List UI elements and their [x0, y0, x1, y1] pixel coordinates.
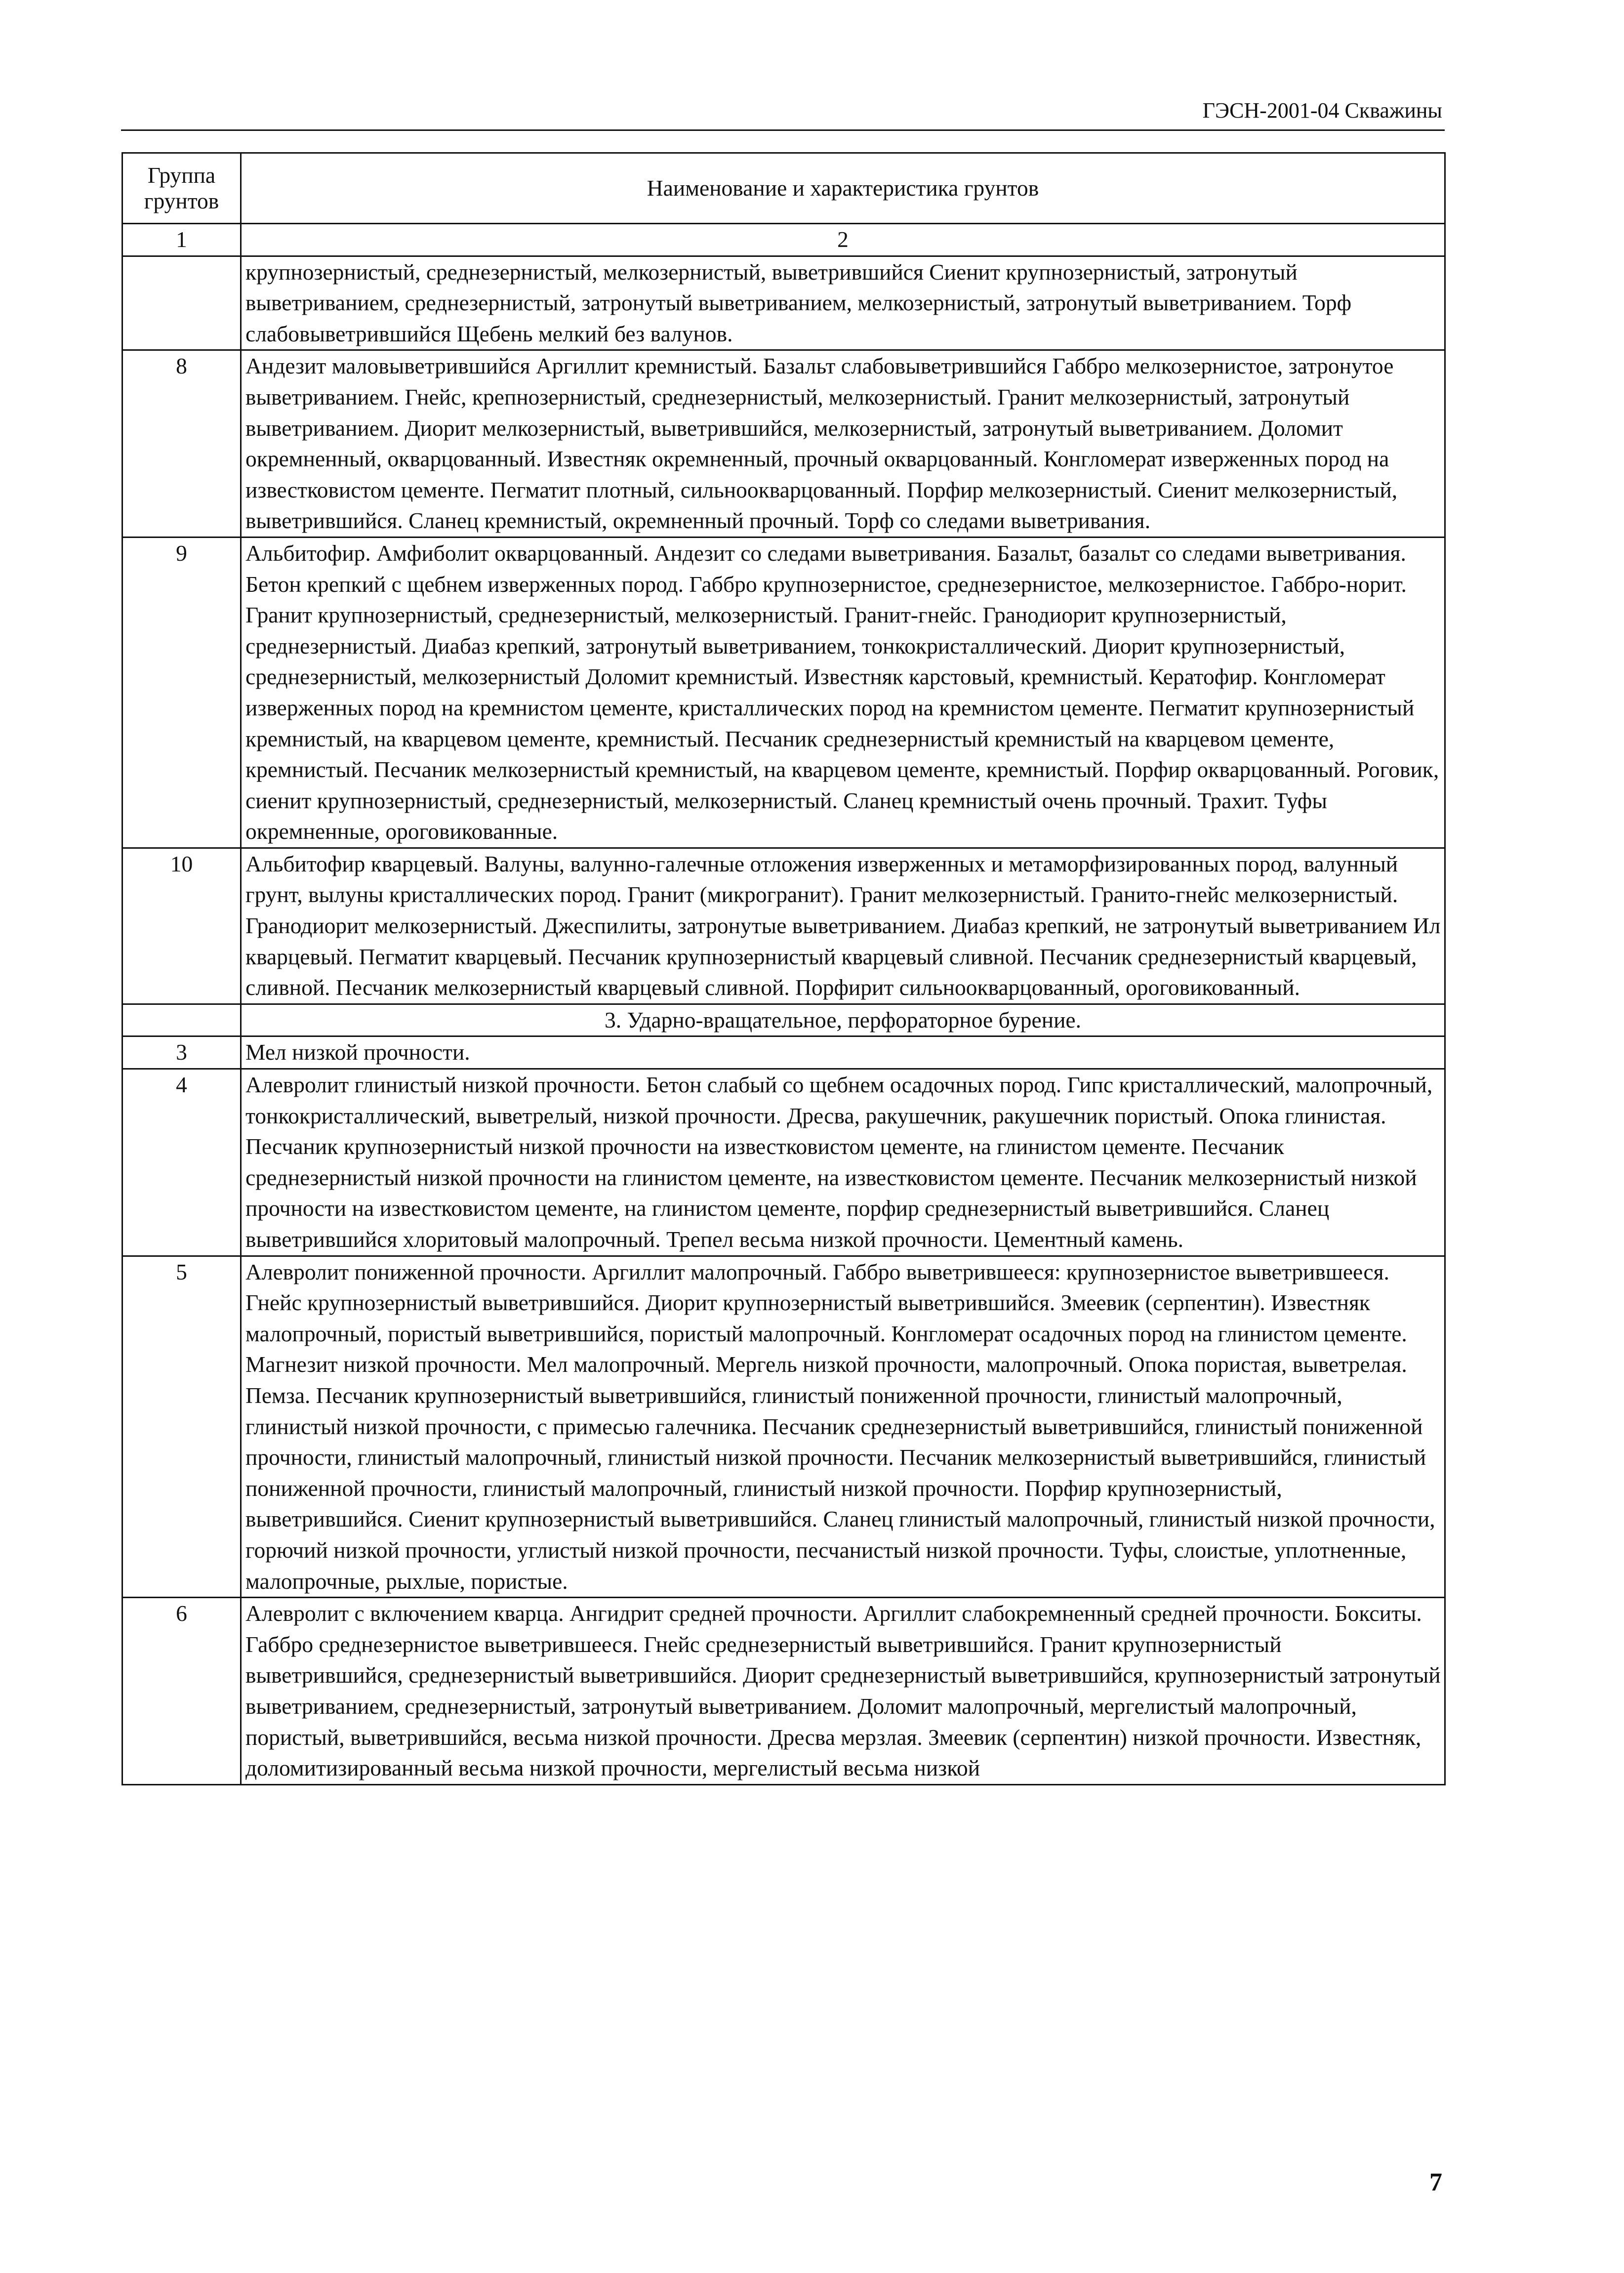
- table-row: [122, 1036, 1445, 1069]
- table-row: [122, 537, 1445, 848]
- group-cell: 4: [122, 1069, 241, 1256]
- page-header: ГЭСН-2001-04 Скважины: [1202, 98, 1442, 123]
- table-row: [122, 1069, 1445, 1256]
- group-cell: [122, 256, 241, 350]
- section-title: 3. Ударно-вращательное, перфораторное бурение.: [241, 1004, 1445, 1036]
- column-header-group: Группа грунтов: [122, 153, 241, 224]
- description-cell: крупнозернистый, среднезернистый, мелкозернистый, выветрившийся Сиенит крупнозернистый, затронутый выветриванием, среднезернистый, затронутый выветриванием, мелкозернистый, затронутый выветриванием. Торф слабовыветрившийся Щебень мелкий без валунов.: [241, 256, 1445, 350]
- description-cell: Алевролит с включением кварца. Ангидрит средней прочности. Аргиллит слабокремненный средней прочности. Бокситы. Габбро среднезернистое выветрившееся. Гнейс среднезернистый выветрившийся. Гранит крупнозернистый выветрившийся, среднезернистый выветрившийся. Диорит среднезернистый выветрившийся, крупнозернистый затронутый выветриванием, среднезернистый, затронутый выветриванием. Доломит малопрочный, мергелистый малопрочный, пористый, выветрившийся, весьма низкой прочности. Дресва мерзлая. Змеевик (серпентин) низкой прочности. Известняк, доломитизированный весьма низкой прочности, мергелистый весьма низкой: [241, 1598, 1445, 1785]
- section-row: [122, 1004, 1445, 1036]
- table-row: [122, 1598, 1445, 1785]
- table-row: [122, 1256, 1445, 1598]
- description-cell: Альбитофир кварцевый. Валуны, валунно-галечные отложения изверженных и метаморфизированных пород, валунный грунт, вылуны кристаллических пород. Гранит (микрогранит). Гранит мелкозернистый. Гранито-гнейс мелкозернистый. Гранодиорит мелкозернистый. Джеспилиты, затронутые выветриванием. Диабаз крепкий, не затронутый выветриванием Ил кварцевый. Пегматит кварцевый. Песчаник крупнозернистый кварцевый сливной. Песчаник среднезернистый кварцевый, сливной. Песчаник мелкозернистый кварцевый сливной. Порфирит сильноокварцованный, ороговикованный.: [241, 848, 1445, 1004]
- column-header-description: Наименование и характеристика грунтов: [241, 153, 1445, 224]
- table-row: [122, 256, 1445, 350]
- group-cell: 9: [122, 537, 241, 848]
- table-row: [122, 350, 1445, 537]
- description-cell: Алевролит пониженной прочности. Аргиллит малопрочный. Габбро выветрившееся: крупнозернистое выветрившееся. Гнейс крупнозернистый выветрившийся. Диорит крупнозернистый выветрившийся. Змеевик (серпентин). Известняк малопрочный, пористый выветрившийся, пористый малопрочный. Конгломерат осадочных пород на глинистом цементе. Магнезит низкой прочности. Мел малопрочный. Мергель низкой прочности, малопрочный. Опока пористая, выветрелая. Пемза. Песчаник крупнозернистый выветрившийся, глинистый пониженной прочности, глинистый малопрочный, глинистый низкой прочности, с примесью галечника. Песчаник среднезернистый выветрившийся, глинистый пониженной прочности, глинистый малопрочный, глинистый низкой прочности. Песчаник мелкозернистый выветрившийся, глинистый пониженной прочности, глинистый малопрочный, глинистый низкой прочности. Порфир крупнозернистый, выветрившийся. Сиенит крупнозернистый выветрившийся. Сланец глинистый малопрочный, глинистый низкой прочности, горючий низкой прочности, углистый низкой прочности, песчанистый низкой прочности. Туфы, слоистые, уплотненные, малопрочные, рыхлые, пористые.: [241, 1256, 1445, 1598]
- column-number-2: 2: [241, 224, 1445, 256]
- group-cell: 8: [122, 350, 241, 537]
- group-cell: 3: [122, 1036, 241, 1069]
- column-number-1: 1: [122, 224, 241, 256]
- description-cell: Алевролит глинистый низкой прочности. Бетон слабый со щебнем осадочных пород. Гипс кристаллический, малопрочный, тонкокристаллический, выветрелый, низкой прочности. Дресва, ракушечник, ракушечник пористый. Опока глинистая. Песчаник крупнозернистый низкой прочности на известковистом цементе, на глинистом цементе. Песчаник среднезернистый низкой прочности на глинистом цементе, на известковистом цементе. Песчаник мелкозернистый низкой прочности на известковистом цементе, на глинистом цементе, порфир среднезернистый выветрившийся. Сланец выветрившийся хлоритовый малопрочный. Трепел весьма низкой прочности. Цементный камень.: [241, 1069, 1445, 1256]
- page-number: 7: [1429, 2168, 1442, 2196]
- section-empty-cell: [122, 1004, 241, 1036]
- table-header-row: [122, 153, 1445, 224]
- group-cell: 10: [122, 848, 241, 1004]
- description-cell: Андезит маловыветрившийся Аргиллит кремнистый. Базальт слабовыветрившийся Габбро мелкозернистое, затронутое выветриванием. Гнейс, крепнозернистый, среднезернистый, мелкозернистый. Гранит мелкозернистый, затронутый выветриванием. Диорит мелкозернистый, выветрившийся, мелкозернистый, затронутый выветриванием. Доломит окремненный, окварцованный. Известняк окремненный, прочный окварцованный. Конгломерат изверженных пород на известковистом цементе. Пегматит плотный, сильноокварцованный. Порфир мелкозернистый. Сиенит мелкозернистый, выветрившийся. Сланец кремнистый, окремненный прочный. Торф со следами выветривания.: [241, 350, 1445, 537]
- description-cell: Альбитофир. Амфиболит окварцованный. Андезит со следами выветривания. Базальт, базальт со следами выветривания. Бетон крепкий с щебнем изверженных пород. Габбро крупнозернистое, среднезернистое, мелкозернистое. Габбро-норит. Гранит крупнозернистый, среднезернистый, мелкозернистый. Гранит-гнейс. Гранодиорит крупнозернистый, среднезернистый. Диабаз крепкий, затронутый выветриванием, тонкокристаллический. Диорит крупнозернистый, среднезернистый, мелкозернистый Доломит кремнистый. Известняк карстовый, кремнистый. Кератофир. Конгломерат изверженных пород на кремнистом цементе, кристаллических пород на кремнистом цементе. Пегматит крупнозернистый кремнистый, на кварцевом цементе, кремнистый. Песчаник среднезернистый кремнистый на кварцевом цементе, кремнистый. Песчаник мелкозернистый кремнистый, на кварцевом цементе, кремнистый. Порфир окварцованный. Роговик, сиенит крупнозернистый, среднезернистый, мелкозернистый. Сланец кремнистый очень прочный. Трахит. Туфы окремненные, ороговикованные.: [241, 537, 1445, 848]
- group-cell: 6: [122, 1598, 241, 1785]
- header-rule: [121, 129, 1445, 131]
- description-cell: Мел низкой прочности.: [241, 1036, 1445, 1069]
- table-row: [122, 848, 1445, 1004]
- column-number-row: [122, 224, 1445, 256]
- soil-classification-table: [122, 152, 1446, 1785]
- group-cell: 5: [122, 1256, 241, 1598]
